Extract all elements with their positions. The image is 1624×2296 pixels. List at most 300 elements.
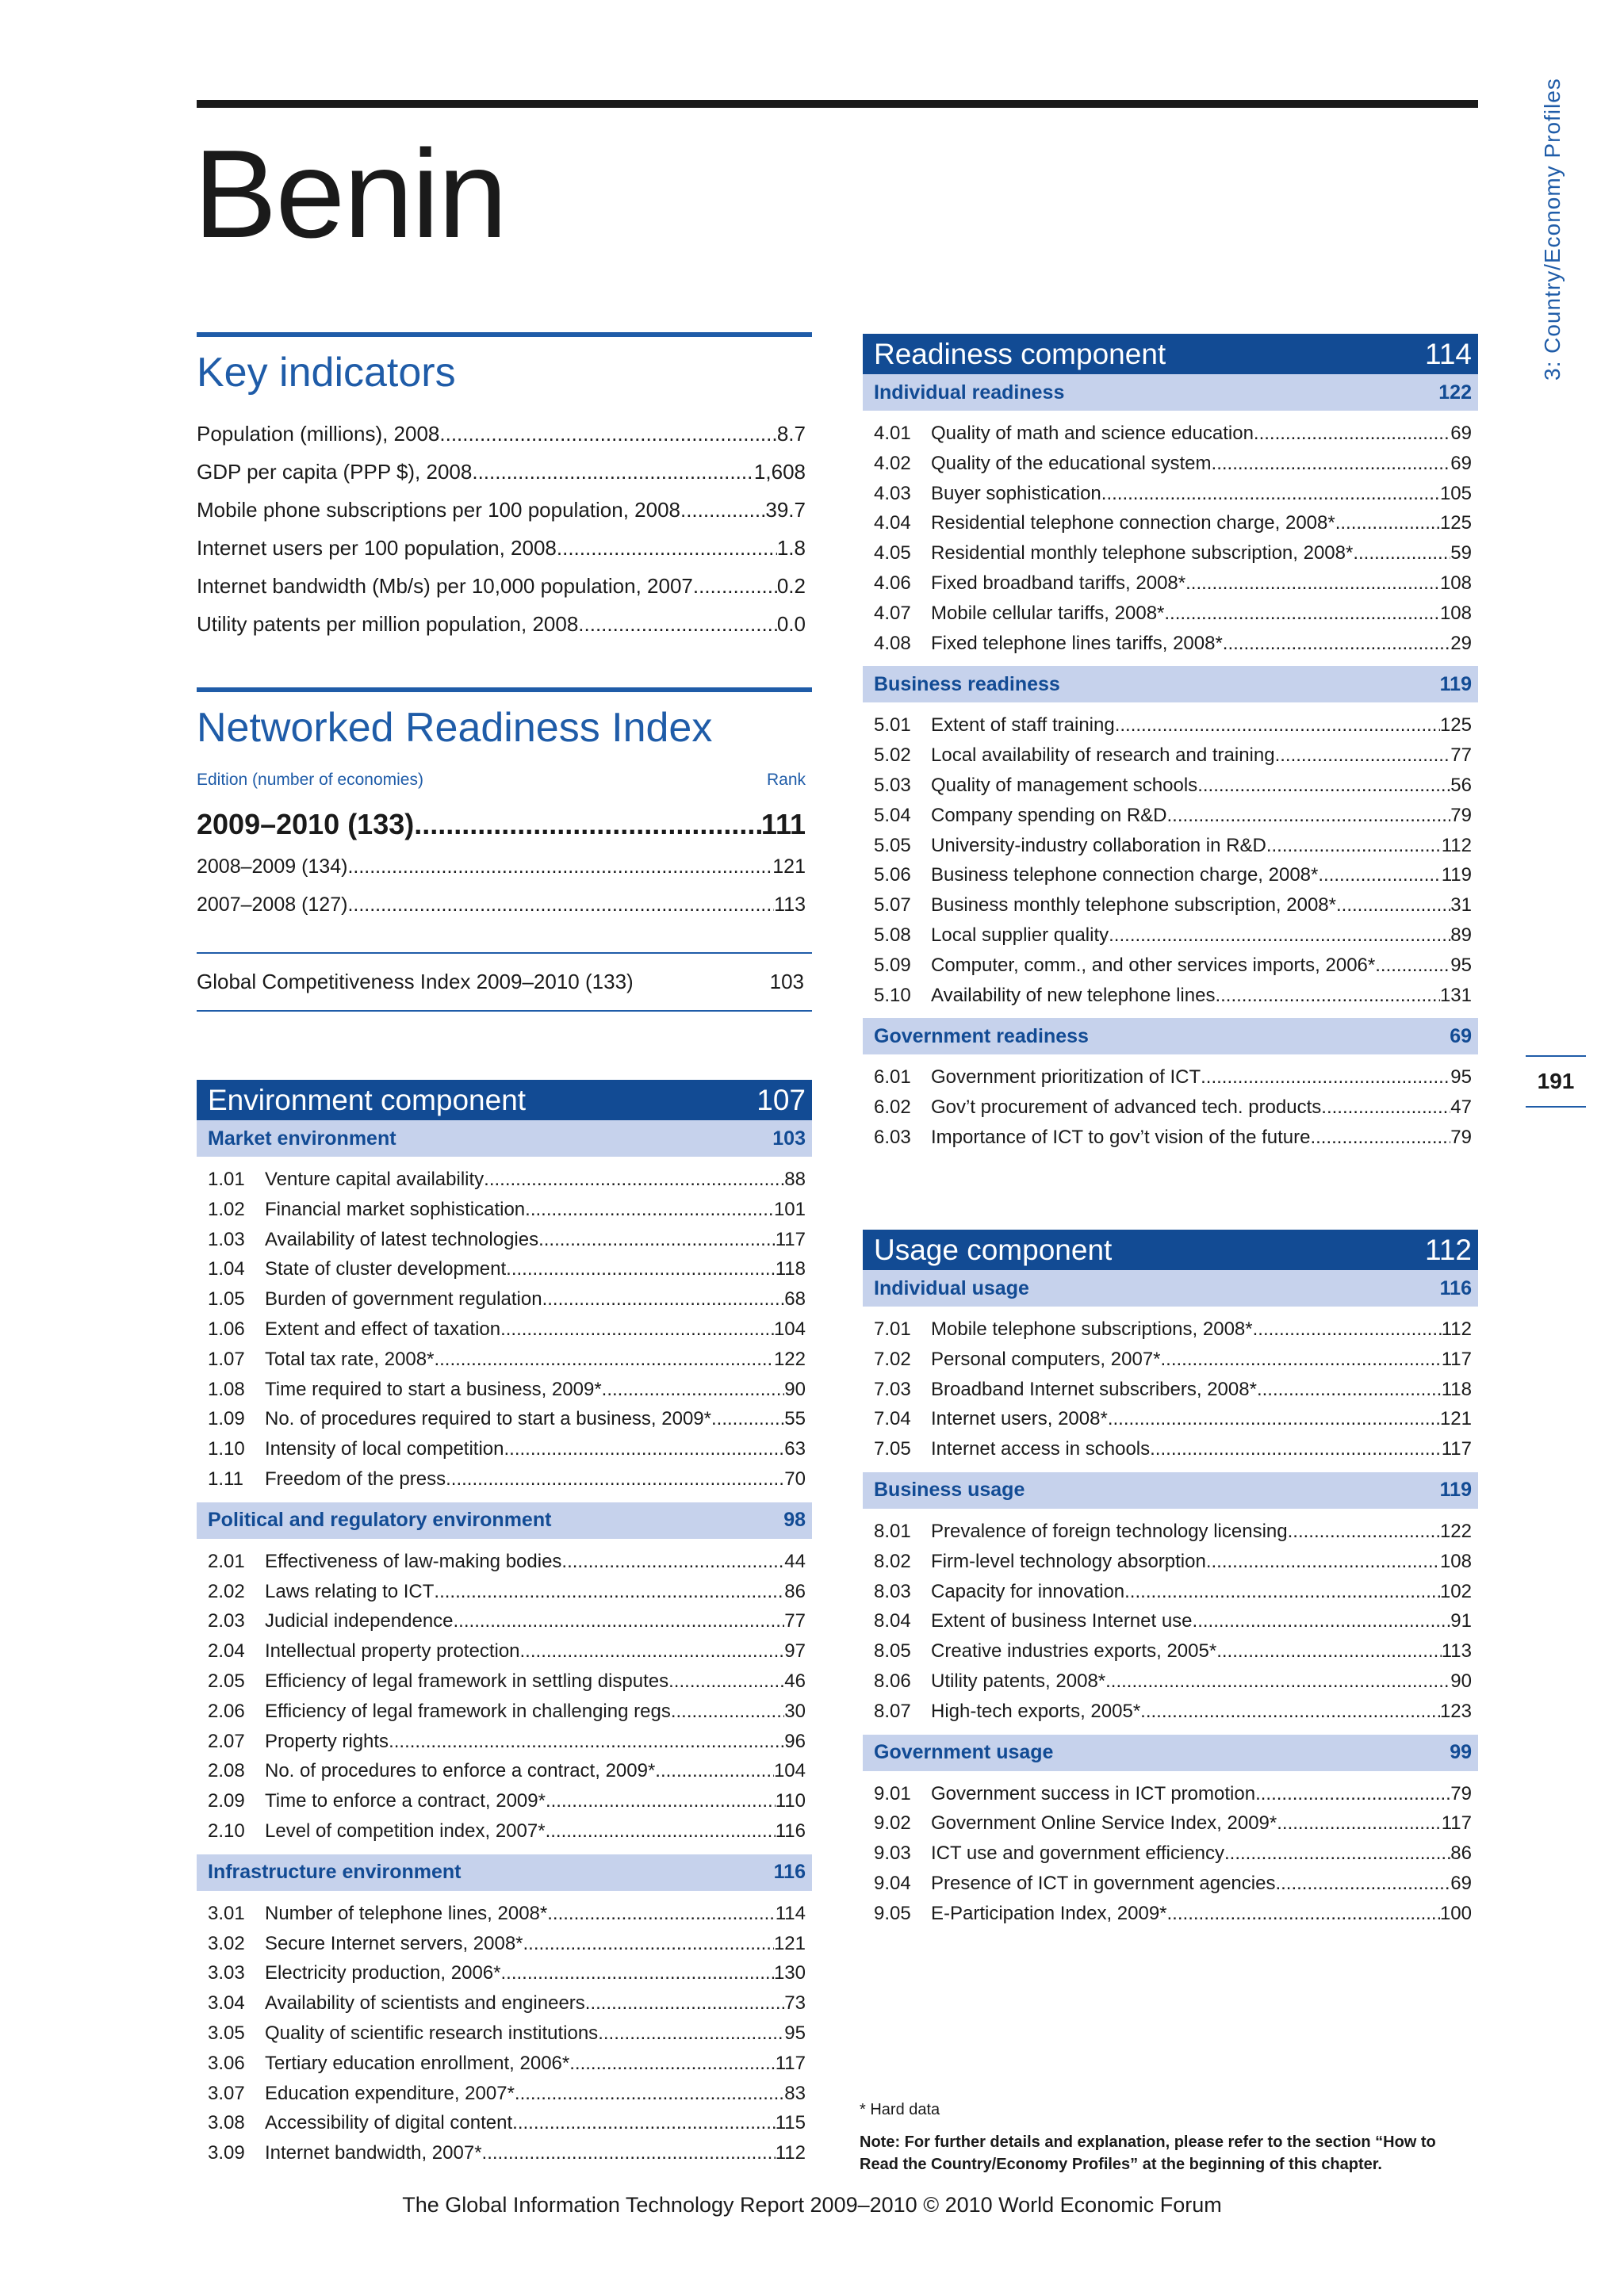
key-indicator-label: GDP per capita (PPP $), 2008 xyxy=(197,460,473,484)
subindex-rank: 116 xyxy=(773,1861,806,1884)
subindex-rank: 122 xyxy=(1438,381,1472,404)
indicator-rank: 112 xyxy=(1441,1318,1472,1340)
indicator-code: 5.09 xyxy=(874,954,911,976)
key-indicator-value: 0.2 xyxy=(776,574,806,598)
indicator-rank: 105 xyxy=(1439,482,1472,504)
indicator-rank: 86 xyxy=(1450,1843,1472,1865)
indicator-label: Venture capital availability xyxy=(265,1169,485,1190)
subindex-header xyxy=(863,374,1478,411)
indicator-rank: 77 xyxy=(1450,744,1472,767)
indicator-code: 6.02 xyxy=(874,1096,911,1119)
indicator-label: State of cluster development xyxy=(265,1258,507,1280)
indicator-label: Gov’t procurement of advanced tech. products xyxy=(931,1096,1322,1119)
nri-previous-value: 113 xyxy=(774,894,806,916)
indicator-code: 8.06 xyxy=(874,1670,911,1692)
indicator-label: Secure Internet servers, 2008* xyxy=(265,1932,523,1954)
key-indicator-row xyxy=(197,605,806,643)
indicator-rank: 121 xyxy=(1439,1408,1472,1430)
indicator-row xyxy=(863,1577,1478,1607)
indicator-label: Mobile telephone subscriptions, 2008* xyxy=(931,1318,1253,1340)
nri-rule xyxy=(197,687,812,692)
indicator-code: 1.06 xyxy=(208,1318,245,1340)
indicator-row xyxy=(863,449,1478,479)
indicator-label: Extent of business Internet use xyxy=(931,1610,1193,1632)
indicator-rank: 79 xyxy=(1450,1126,1472,1148)
indicator-rank: 131 xyxy=(1439,984,1472,1006)
indicator-row xyxy=(863,771,1478,801)
indicator-row xyxy=(863,568,1478,599)
indicator-label: Capacity for innovation xyxy=(931,1580,1125,1602)
indicator-code: 9.01 xyxy=(874,1782,911,1804)
indicator-label: Residential telephone connection charge, 2008* xyxy=(931,512,1335,534)
indicator-label: Presence of ICT in government agencies xyxy=(931,1872,1276,1894)
indicator-row xyxy=(863,801,1478,831)
indicator-code: 7.02 xyxy=(874,1348,911,1370)
indicator-label: High-tech exports, 2005* xyxy=(931,1700,1141,1722)
indicator-label: Effectiveness of law-making bodies xyxy=(265,1550,562,1572)
indicator-code: 1.03 xyxy=(208,1228,245,1250)
indicator-row xyxy=(863,860,1478,890)
subindex-rank: 98 xyxy=(783,1509,806,1532)
indicator-row xyxy=(863,1517,1478,1547)
indicator-code: 1.05 xyxy=(208,1288,245,1311)
indicator-row xyxy=(197,1929,812,1959)
indicator-rank: 100 xyxy=(1439,1902,1472,1924)
indicator-row xyxy=(863,1606,1478,1636)
indicator-rank: 121 xyxy=(773,1932,806,1954)
indicator-label: Freedom of the press xyxy=(265,1468,446,1490)
indicator-code: 7.01 xyxy=(874,1318,911,1340)
indicator-rank: 69 xyxy=(1450,1872,1472,1894)
indicator-row xyxy=(863,1123,1478,1153)
indicator-row xyxy=(863,981,1478,1011)
indicator-label: Firm-level technology absorption xyxy=(931,1550,1206,1572)
indicator-row xyxy=(863,1636,1478,1667)
indicator-rank: 104 xyxy=(773,1318,806,1340)
key-indicator-row xyxy=(197,415,806,453)
indicator-label: Time to enforce a contract, 2009* xyxy=(265,1790,546,1812)
indicator-rank: 122 xyxy=(1439,1520,1472,1542)
indicator-row xyxy=(863,710,1478,740)
indicator-row xyxy=(863,1899,1478,1929)
indicator-code: 4.02 xyxy=(874,452,911,474)
indicator-label: Prevalence of foreign technology licensing xyxy=(931,1520,1288,1542)
indicator-rank: 104 xyxy=(773,1760,806,1782)
indicator-code: 5.06 xyxy=(874,864,911,886)
nri-current-label: 2009–2010 (133) xyxy=(197,808,415,840)
indicator-rank: 119 xyxy=(1441,864,1472,886)
country-title: Benin xyxy=(193,124,507,264)
indicator-label: Education expenditure, 2007* xyxy=(265,2082,515,2104)
indicator-row xyxy=(863,1779,1478,1809)
indicator-label: Time required to start a business, 2009* xyxy=(265,1378,602,1400)
indicator-label: Property rights xyxy=(265,1730,389,1752)
indicator-row xyxy=(197,1314,812,1345)
indicator-row xyxy=(863,1869,1478,1899)
indicator-rank: 116 xyxy=(775,1820,806,1842)
indicator-code: 3.04 xyxy=(208,1992,245,2015)
indicator-list xyxy=(863,1771,1478,1937)
indicator-label: Quality of math and science education xyxy=(931,423,1254,444)
indicator-row xyxy=(197,2019,812,2049)
indicator-code: 3.08 xyxy=(208,2112,245,2134)
indicator-rank: 31 xyxy=(1450,894,1472,916)
indicator-row xyxy=(863,1093,1478,1123)
indicator-rank: 122 xyxy=(773,1348,806,1370)
indicator-code: 8.01 xyxy=(874,1520,911,1542)
indicator-label: Quality of scientific research institutions xyxy=(265,2022,599,2044)
indicator-row xyxy=(863,831,1478,861)
indicator-row xyxy=(863,1808,1478,1839)
gci-row xyxy=(197,952,812,1012)
indicator-rank: 69 xyxy=(1450,452,1472,474)
indicator-rank: 77 xyxy=(784,1610,806,1632)
indicator-label: Laws relating to ICT xyxy=(265,1580,435,1602)
indicator-label: Broadband Internet subscribers, 2008* xyxy=(931,1378,1257,1400)
indicator-rank: 117 xyxy=(1441,1438,1472,1460)
indicator-row xyxy=(863,599,1478,629)
indicator-rank: 102 xyxy=(1439,1580,1472,1602)
indicator-rank: 56 xyxy=(1450,774,1472,796)
key-indicator-row xyxy=(197,567,806,605)
indicator-rank: 125 xyxy=(1439,714,1472,737)
key-indicator-row xyxy=(197,453,806,491)
key-indicators-heading: Key indicators xyxy=(197,350,456,396)
profile-note: Note: For further details and explanation, please refer to the section “How to Read the Country/Economy Profiles” at the beginning of this chapter. xyxy=(860,2133,1436,2173)
indicator-rank: 108 xyxy=(1439,572,1472,594)
indicator-row xyxy=(863,740,1478,771)
indicator-code: 2.10 xyxy=(208,1820,245,1842)
indicator-rank: 110 xyxy=(775,1790,806,1812)
indicator-rank: 108 xyxy=(1439,1550,1472,1572)
page-number: 191 xyxy=(1537,1069,1575,1093)
indicator-code: 3.09 xyxy=(208,2142,245,2164)
key-indicator-label: Internet users per 100 population, 2008 xyxy=(197,536,557,560)
indicator-label: Business monthly telephone subscription, 2008* xyxy=(931,894,1336,916)
indicator-row xyxy=(863,479,1478,509)
indicator-code: 8.02 xyxy=(874,1550,911,1572)
indicator-rank: 118 xyxy=(1441,1378,1472,1400)
indicator-rank: 95 xyxy=(1450,1066,1472,1089)
indicator-row xyxy=(197,1577,812,1607)
indicator-code: 1.01 xyxy=(208,1169,245,1190)
indicator-code: 4.05 xyxy=(874,542,911,564)
subindex-rank: 103 xyxy=(772,1127,806,1150)
subindex-header xyxy=(197,1502,812,1539)
indicator-rank: 114 xyxy=(775,1902,806,1924)
indicator-row xyxy=(197,1988,812,2019)
indicator-list xyxy=(863,1509,1478,1735)
indicator-code: 3.05 xyxy=(208,2022,245,2044)
indicator-row xyxy=(197,1697,812,1727)
indicator-rank: 30 xyxy=(784,1700,806,1722)
indicator-rank: 73 xyxy=(784,1992,806,2015)
indicator-rank: 117 xyxy=(775,1228,806,1250)
indicator-rank: 115 xyxy=(775,2112,806,2134)
usage-component xyxy=(863,1230,1478,1937)
key-indicator-value: 8.7 xyxy=(776,422,806,446)
indicator-row xyxy=(197,1667,812,1697)
component-title: Environment component xyxy=(208,1083,527,1116)
indicator-list xyxy=(863,1054,1478,1160)
indicator-list xyxy=(863,1307,1478,1472)
subindex-title: Market environment xyxy=(208,1127,396,1150)
indicator-label: Tertiary education enrollment, 2006* xyxy=(265,2052,570,2074)
subindex-title: Individual readiness xyxy=(874,381,1065,404)
indicator-label: Local availability of research and training xyxy=(931,744,1275,767)
indicator-label: Residential monthly telephone subscription, 2008* xyxy=(931,542,1354,564)
subindex-title: Government usage xyxy=(874,1741,1054,1764)
indicator-row xyxy=(197,1958,812,1988)
hard-data-footnote: * Hard data xyxy=(860,2101,940,2118)
indicator-row xyxy=(863,1375,1478,1405)
key-indicator-label: Population (millions), 2008 xyxy=(197,422,440,446)
indicator-label: Burden of government regulation xyxy=(265,1288,542,1311)
indicator-label: Extent of staff training xyxy=(931,714,1115,737)
indicator-code: 2.08 xyxy=(208,1760,245,1782)
indicator-rank: 90 xyxy=(1450,1670,1472,1692)
subindex-rank: 99 xyxy=(1450,1741,1472,1764)
key-indicators-list xyxy=(197,415,806,643)
indicator-code: 1.09 xyxy=(208,1408,245,1430)
subindex-title: Individual usage xyxy=(874,1276,1029,1299)
gci-label: Global Competitiveness Index 2009–2010 (133) xyxy=(197,970,634,993)
indicator-label: Internet bandwidth, 2007* xyxy=(265,2142,482,2164)
indicator-label: Internet users, 2008* xyxy=(931,1408,1108,1430)
indicator-rank: 89 xyxy=(1450,924,1472,946)
indicator-label: Accessibility of digital content xyxy=(265,2112,513,2134)
indicator-code: 4.06 xyxy=(874,572,911,594)
nri-previous-value: 121 xyxy=(772,855,806,878)
indicator-rank: 112 xyxy=(775,2142,806,2164)
subindex-header xyxy=(863,1018,1478,1054)
indicator-row xyxy=(863,1434,1478,1464)
indicator-code: 5.10 xyxy=(874,984,911,1006)
indicator-code: 4.07 xyxy=(874,602,911,624)
indicator-row xyxy=(197,1195,812,1225)
indicator-code: 7.05 xyxy=(874,1438,911,1460)
component-header xyxy=(863,1230,1478,1270)
indicator-label: Internet access in schools xyxy=(931,1438,1151,1460)
indicator-row xyxy=(863,1062,1478,1093)
indicator-label: Intellectual property protection xyxy=(265,1640,520,1663)
indicator-rank: 59 xyxy=(1450,542,1472,564)
key-indicator-value: 0.0 xyxy=(776,612,806,636)
indicator-code: 5.03 xyxy=(874,774,911,796)
indicator-code: 8.05 xyxy=(874,1640,911,1663)
key-indicators-rule xyxy=(197,332,812,337)
subindex-title: Business readiness xyxy=(874,672,1060,695)
indicator-code: 5.04 xyxy=(874,804,911,826)
indicator-row xyxy=(863,951,1478,981)
indicator-code: 4.03 xyxy=(874,482,911,504)
indicator-rank: 113 xyxy=(1441,1640,1472,1663)
indicator-rank: 70 xyxy=(784,1468,806,1490)
indicator-rank: 79 xyxy=(1450,804,1472,826)
indicator-code: 2.02 xyxy=(208,1580,245,1602)
indicator-code: 2.06 xyxy=(208,1700,245,1722)
indicator-label: Total tax rate, 2008* xyxy=(265,1348,435,1370)
indicator-rank: 95 xyxy=(784,2022,806,2044)
indicator-row xyxy=(197,1786,812,1816)
indicator-code: 2.07 xyxy=(208,1730,245,1752)
indicator-label: Government prioritization of ICT xyxy=(931,1066,1201,1089)
indicator-code: 1.11 xyxy=(208,1468,243,1490)
indicator-label: Buyer sophistication xyxy=(931,482,1101,504)
indicator-row xyxy=(863,920,1478,951)
indicator-code: 2.04 xyxy=(208,1640,245,1663)
indicator-row xyxy=(197,1464,812,1494)
indicator-rank: 125 xyxy=(1439,512,1472,534)
indicator-row xyxy=(863,419,1478,449)
indicator-rank: 90 xyxy=(784,1378,806,1400)
indicator-code: 3.07 xyxy=(208,2082,245,2104)
indicator-rank: 118 xyxy=(775,1258,806,1280)
indicator-label: Availability of new telephone lines xyxy=(931,984,1216,1006)
indicator-list xyxy=(863,702,1478,1018)
indicator-row xyxy=(197,1434,812,1464)
indicator-label: Mobile cellular tariffs, 2008* xyxy=(931,602,1165,624)
indicator-label: Importance of ICT to gov’t vision of the future xyxy=(931,1126,1311,1148)
indicator-code: 3.01 xyxy=(208,1902,245,1924)
indicator-label: Availability of latest technologies xyxy=(265,1228,539,1250)
indicator-row xyxy=(197,2138,812,2168)
indicator-row xyxy=(197,2108,812,2138)
indicator-label: Creative industries exports, 2005* xyxy=(931,1640,1217,1663)
indicator-row xyxy=(197,1756,812,1786)
indicator-code: 8.04 xyxy=(874,1610,911,1632)
indicator-row xyxy=(197,1636,812,1667)
indicator-code: 3.03 xyxy=(208,1962,245,1984)
indicator-row xyxy=(197,2079,812,2109)
nri-previous-row xyxy=(197,889,806,920)
subindex-header xyxy=(863,1735,1478,1771)
subindex-header xyxy=(863,1270,1478,1307)
indicator-rank: 29 xyxy=(1450,632,1472,654)
indicator-code: 9.04 xyxy=(874,1872,911,1894)
indicator-label: Fixed broadband tariffs, 2008* xyxy=(931,572,1186,594)
component-rank: 107 xyxy=(756,1083,806,1116)
top-rule xyxy=(197,100,1478,108)
indicator-row xyxy=(197,1254,812,1284)
indicator-rank: 117 xyxy=(1441,1812,1472,1835)
page-footer: The Global Information Technology Report 2009–2010 © 2010 World Economic Forum xyxy=(402,2193,1222,2217)
subindex-rank: 119 xyxy=(1439,672,1472,695)
indicator-code: 8.07 xyxy=(874,1700,911,1722)
component-header xyxy=(863,334,1478,374)
nri-previous-label: 2007–2008 (127) xyxy=(197,894,348,916)
indicator-label: Efficiency of legal framework in settling disputes xyxy=(265,1670,669,1692)
indicator-rank: 79 xyxy=(1450,1782,1472,1804)
key-indicator-row xyxy=(197,491,806,529)
indicator-row xyxy=(197,1727,812,1757)
side-section-label: 3: Country/Economy Profiles xyxy=(1540,78,1565,381)
indicator-label: Judicial independence xyxy=(265,1610,454,1632)
indicator-code: 6.03 xyxy=(874,1126,911,1148)
indicator-row xyxy=(863,1314,1478,1345)
key-indicator-value: 1.8 xyxy=(776,536,806,560)
indicator-rank: 46 xyxy=(784,1670,806,1692)
indicator-label: Level of competition index, 2007* xyxy=(265,1820,546,1842)
indicator-label: Computer, comm., and other services imports, 2006* xyxy=(931,954,1376,976)
indicator-rank: 130 xyxy=(773,1962,806,1984)
indicator-code: 4.01 xyxy=(874,423,911,444)
indicator-row xyxy=(197,1404,812,1434)
indicator-label: Efficiency of legal framework in challenging regs xyxy=(265,1700,671,1722)
indicator-code: 3.02 xyxy=(208,1932,245,1954)
indicator-code: 6.01 xyxy=(874,1066,911,1089)
component-title: Readiness component xyxy=(874,337,1166,370)
nri-current-row xyxy=(197,802,806,847)
indicator-label: Quality of management schools xyxy=(931,774,1198,796)
indicator-row xyxy=(863,1547,1478,1577)
component-title: Usage component xyxy=(874,1233,1113,1266)
indicator-label: E-Participation Index, 2009* xyxy=(931,1902,1167,1924)
indicator-rank: 117 xyxy=(775,2052,806,2074)
indicator-row xyxy=(863,890,1478,920)
indicator-code: 2.01 xyxy=(208,1550,245,1572)
indicator-label: Utility patents, 2008* xyxy=(931,1670,1106,1692)
indicator-row xyxy=(863,1697,1478,1727)
indicator-label: Fixed telephone lines tariffs, 2008* xyxy=(931,632,1223,654)
indicator-label: Government Online Service Index, 2009* xyxy=(931,1812,1277,1835)
indicator-row xyxy=(863,1667,1478,1697)
indicator-row xyxy=(197,2049,812,2079)
indicator-rank: 47 xyxy=(1450,1096,1472,1119)
indicator-label: Personal computers, 2007* xyxy=(931,1348,1161,1370)
indicator-label: University-industry collaboration in R&D xyxy=(931,834,1266,856)
nri-current-value: 111 xyxy=(760,808,806,840)
key-indicator-row xyxy=(197,529,806,567)
indicator-label: No. of procedures required to start a business, 2009* xyxy=(265,1408,711,1430)
indicator-rank: 63 xyxy=(784,1438,806,1460)
indicator-row xyxy=(197,1547,812,1577)
indicator-rank: 95 xyxy=(1450,954,1472,976)
readiness-component xyxy=(863,334,1478,1161)
indicator-label: No. of procedures to enforce a contract, 2009* xyxy=(265,1760,656,1782)
indicator-label: Local supplier quality xyxy=(931,924,1109,946)
indicator-label: Business telephone connection charge, 2008* xyxy=(931,864,1319,886)
indicator-rank: 55 xyxy=(784,1408,806,1430)
key-indicator-label: Utility patents per million population, 2008 xyxy=(197,612,579,636)
indicator-code: 1.10 xyxy=(208,1438,245,1460)
key-indicator-value: 39.7 xyxy=(765,498,806,522)
indicator-row xyxy=(863,1839,1478,1869)
component-rank: 114 xyxy=(1425,337,1472,370)
indicator-row xyxy=(197,1165,812,1195)
indicator-rank: 112 xyxy=(1441,834,1472,856)
subindex-header xyxy=(197,1120,812,1157)
indicator-label: Extent and effect of taxation xyxy=(265,1318,501,1340)
indicator-code: 5.07 xyxy=(874,894,911,916)
indicator-rank: 96 xyxy=(784,1730,806,1752)
indicator-row xyxy=(863,1404,1478,1434)
indicator-rank: 44 xyxy=(784,1550,806,1572)
indicator-code: 1.04 xyxy=(208,1258,245,1280)
nri-previous-label: 2008–2009 (134) xyxy=(197,855,348,878)
indicator-code: 5.05 xyxy=(874,834,911,856)
subindex-title: Business usage xyxy=(874,1479,1025,1502)
indicator-label: Government success in ICT promotion xyxy=(931,1782,1256,1804)
indicator-list xyxy=(197,1539,812,1854)
component-header xyxy=(197,1080,812,1120)
indicator-label: Financial market sophistication xyxy=(265,1198,526,1220)
indicator-code: 7.04 xyxy=(874,1408,911,1430)
indicator-code: 2.05 xyxy=(208,1670,245,1692)
indicator-rank: 69 xyxy=(1450,423,1472,444)
indicator-row xyxy=(197,1606,812,1636)
indicator-list xyxy=(197,1891,812,2176)
